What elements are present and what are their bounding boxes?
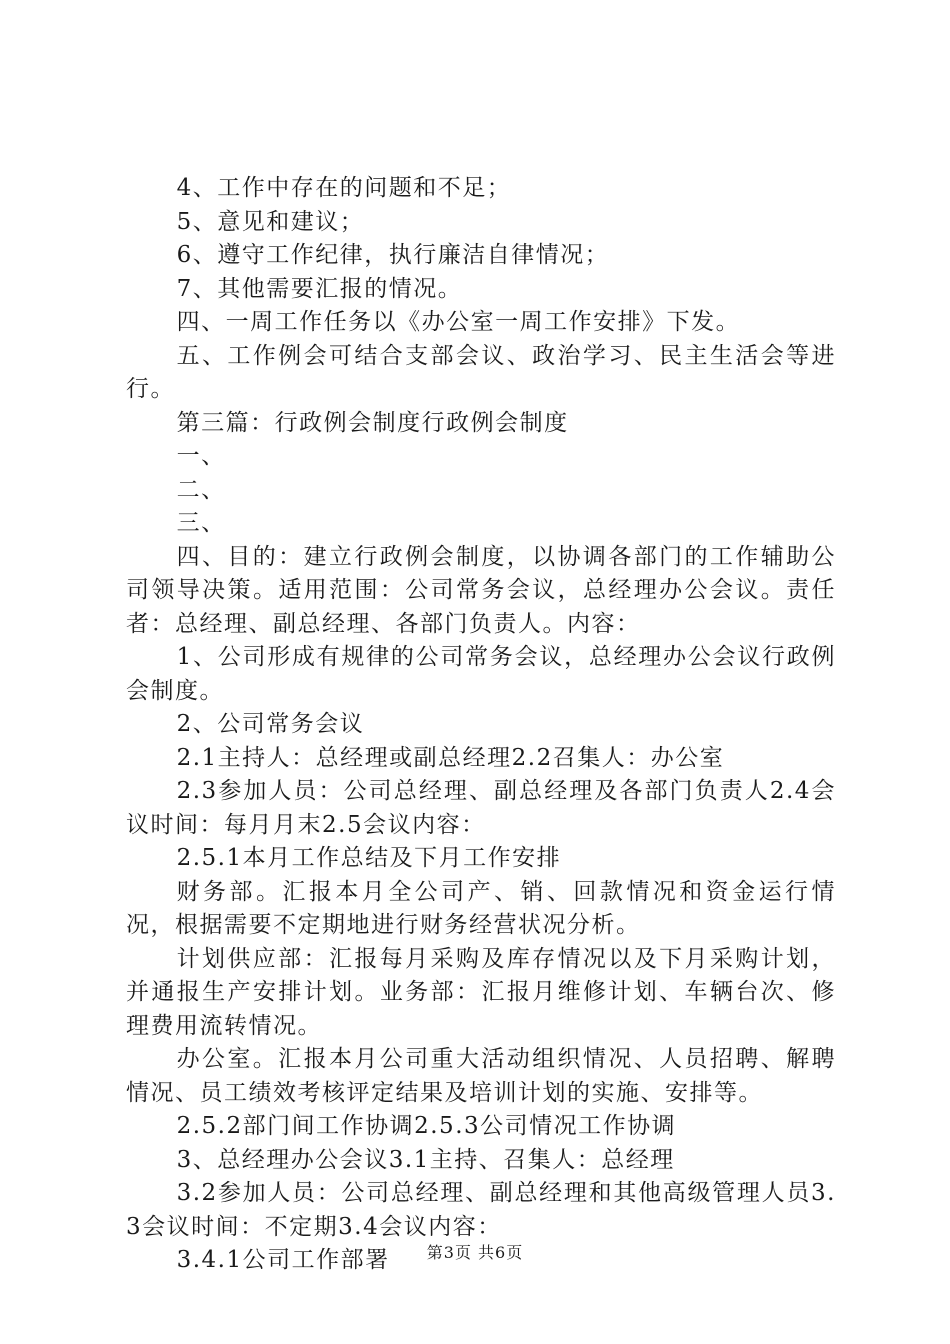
paragraph: 一、 — [176, 443, 226, 469]
paragraph: 6、遵守工作纪律，执行廉洁自律情况； — [176, 242, 610, 268]
paragraph: 3、总经理办公会议3.1主持、召集人：总经理 — [176, 1146, 675, 1173]
paragraph: 4、工作中存在的问题和不足； — [176, 175, 512, 201]
paragraph: 2、公司常务会议 — [176, 711, 365, 737]
section-heading: 第三篇：行政例会制度行政例会制度 — [176, 409, 569, 436]
paragraph: 1、公司形成有规律的公司常务会议，总经理办公会议行政例会制度。 — [126, 644, 836, 704]
document-body — [126, 172, 836, 1278]
paragraph: 四、目的：建立行政例会制度，以协调各部门的工作辅助公司领导决策。适用范围：公司常务会议，总经理办公会议。责任者：总经理、副总经理、各部门负责人。内容： — [126, 543, 836, 637]
paragraph: 5、意见和建议； — [176, 208, 365, 235]
paragraph: 四、一周工作任务以《办公室一周工作安排》下发。 — [176, 309, 741, 335]
paragraph: 3.2参加人员：公司总经理、副总经理和其他高级管理人员3.3会议时间：不定期3.4会议内容： — [126, 1180, 836, 1240]
paragraph: 二、 — [176, 476, 226, 503]
paragraph: 财务部。汇报本月全公司产、销、回款情况和资金运行情况，根据需要不定期地进行财务经营状况分析。 — [126, 878, 836, 938]
page-number-footer: 第3页 共6页 — [426, 1243, 524, 1262]
paragraph: 三、 — [176, 510, 226, 536]
paragraph: 五、工作例会可结合支部会议、政治学习、民主生活会等进行。 — [126, 342, 836, 402]
paragraph: 计划供应部：汇报每月采购及库存情况以及下月采购计划，并通报生产安排计划。业务部：汇报月维修计划、车辆台次、修理费用流转情况。 — [126, 945, 836, 1039]
paragraph: 7、其他需要汇报的情况。 — [176, 275, 463, 302]
paragraph: 2.3参加人员：公司总经理、副总经理及各部门负责人2.4会议时间：每月月末2.5会议内容： — [126, 778, 836, 838]
paragraph: 3.4.1公司工作部署 — [176, 1247, 390, 1273]
paragraph: 2.1主持人：总经理或副总经理2.2召集人：办公室 — [176, 744, 725, 771]
paragraph: 2.5.2部门间工作协调2.5.3公司情况工作协调 — [176, 1113, 677, 1139]
paragraph: 办公室。汇报本月公司重大活动组织情况、人员招聘、解聘情况、员工绩效考核评定结果及培训计划的实施、安排等。 — [126, 1046, 836, 1106]
paragraph: 2.5.1本月工作总结及下月工作安排 — [176, 845, 562, 871]
